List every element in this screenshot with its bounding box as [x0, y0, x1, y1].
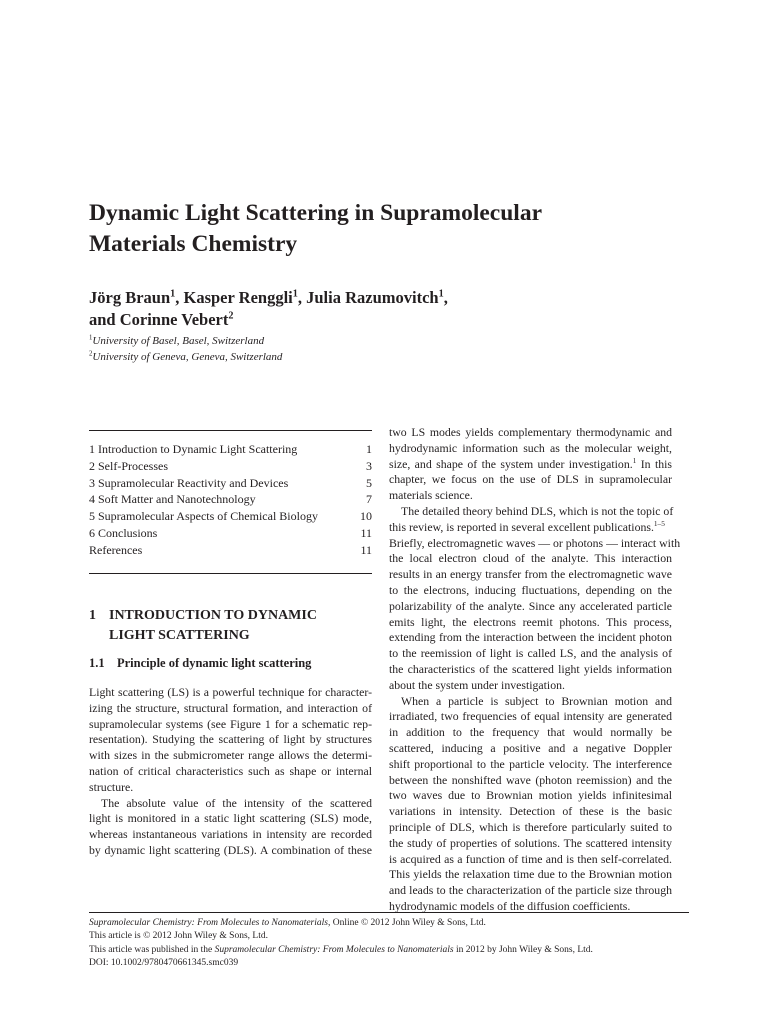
affiliation-mark: 1	[89, 334, 93, 342]
toc-entry-label: 1 Introduction to Dynamic Light Scattering	[89, 442, 298, 456]
subsection-number: 1.1	[89, 656, 105, 670]
toc-top-rule	[89, 430, 372, 431]
text-line: to the electrons, inducing fluctuations, depending on the	[389, 582, 672, 597]
affiliation-1	[89, 333, 689, 349]
toc-entry-label: 2 Self-Processes	[89, 458, 168, 473]
toc-entry[interactable]	[89, 525, 372, 542]
author-line-2	[89, 309, 689, 331]
toc-entry-page: 11	[360, 542, 372, 557]
page-footer	[89, 917, 689, 970]
author-list	[89, 287, 689, 331]
toc-entry-label: 6 Conclusions	[89, 525, 158, 540]
text-line: light is monitored in a static light scattering (SLS) mode,	[89, 811, 372, 826]
toc-entry-page: 7	[366, 492, 372, 507]
subsection-title: Principle of dynamic light scattering	[117, 656, 312, 670]
text-line: is acquired as a function of time and is then self-correlated.	[389, 851, 672, 866]
affiliations	[89, 333, 689, 365]
toc-bottom-rule	[89, 573, 372, 574]
text-line-part: In this	[636, 456, 672, 471]
text-line: two waves due to Brownian motion yields infinitesimal	[389, 788, 672, 803]
title-line-2: Materials Chemistry	[89, 231, 298, 257]
citation-ref[interactable]: 1	[632, 455, 637, 465]
footer-line-2: This article is © 2012 John Wiley & Sons, Ltd.	[89, 931, 268, 942]
text-line: the characteristics of the scattered light yields information	[389, 661, 672, 676]
toc-entry[interactable]	[89, 475, 372, 492]
text-line: The detailed theory behind DLS, which is not the topic of	[401, 503, 674, 518]
text-line: Briefly, electromagnetic waves — or photons — interact with	[389, 535, 681, 550]
text-line: whereas instantaneous variations in intensity are recorded	[89, 827, 372, 842]
toc-entry[interactable]	[89, 491, 372, 508]
text-line: The absolute value of the intensity of the scattered	[101, 795, 372, 810]
title-line-1: Dynamic Light Scattering in Supramolecular	[89, 200, 543, 226]
text-line-part: this review, is reported in several excellent publications.	[389, 519, 654, 534]
text-line: two LS modes yields complementary thermodynamic and	[389, 425, 672, 439]
affiliation-text: University of Geneva, Geneva, Switzerland	[92, 351, 283, 363]
toc-entry[interactable]	[89, 542, 372, 559]
affiliation-text: University of Basel, Basel, Switzerland	[92, 335, 265, 347]
affiliation-mark: 1	[292, 288, 298, 300]
toc-entry-page: 10	[360, 509, 372, 524]
text-line: chapter, we focus on the use of DLS in supramolecular	[389, 472, 672, 487]
toc-entry-label: 5 Supramolecular Aspects of Chemical Biology	[89, 509, 318, 524]
text-line	[389, 457, 672, 473]
text-line: about the system under investigation.	[389, 677, 565, 692]
text-line: This yields the relaxation time due to the Brownian motion	[389, 867, 672, 882]
affiliation-2	[89, 349, 689, 365]
affiliation-mark: 1	[438, 288, 444, 300]
footer-line-3	[89, 944, 689, 957]
footer-book-title: Supramolecular Chemistry: From Molecules to Nanomaterials	[214, 944, 454, 955]
text-line: When a particle is subject to Brownian motion and	[401, 693, 672, 708]
footer-text: in 2012 by John Wiley & Sons, Ltd.	[453, 944, 593, 955]
section-number: 1	[89, 608, 96, 623]
article-title	[89, 198, 689, 260]
text-line: hydrodynamic information such as the molecular weight,	[389, 440, 672, 455]
text-line: materials science.	[389, 488, 473, 503]
text-line: in addition to the frequency that would normally be	[389, 725, 672, 740]
toc-entry[interactable]	[89, 441, 372, 458]
text-line: nation of critical characteristics such as shape or internal	[89, 763, 372, 778]
toc-entry-label: 4 Soft Matter and Nanotechnology	[89, 492, 256, 507]
footer-line-1	[89, 917, 689, 930]
citation-ref[interactable]: 1–5	[653, 518, 665, 528]
text-line: shift proportional to the particle velocity. The interference	[389, 756, 672, 771]
affiliation-mark: 2	[228, 310, 234, 322]
text-line: the local electron cloud of the analyte. This interaction	[389, 551, 672, 566]
author-name: Jörg Braun	[89, 288, 171, 307]
section-title-line-1: INTRODUCTION TO DYNAMIC	[109, 608, 317, 623]
toc-entry-page: 5	[366, 475, 372, 490]
toc-entry-page: 1	[366, 442, 372, 456]
right-column-body	[389, 425, 681, 915]
author-name: and Corinne Vebert	[89, 310, 229, 329]
text-line: the study of properties of solutions. The scattered intensity	[389, 835, 672, 850]
toc-entry-page: 3	[366, 458, 372, 473]
affiliation-mark: 1	[170, 288, 176, 300]
text-line: extending from the interaction between the incident photon	[389, 630, 672, 645]
table-of-contents	[89, 441, 372, 559]
text-line: by dynamic light scattering (DLS). A combination of these	[89, 842, 372, 857]
toc-entry[interactable]	[89, 458, 372, 475]
text-line: irradiated, two frequencies of equal intensity are generated	[389, 709, 672, 724]
footer-rule	[89, 912, 689, 913]
footer-book-title: Supramolecular Chemistry: From Molecules to Nanomaterials	[89, 918, 328, 928]
text-line: results in an energy transfer from the electromagnetic wave	[389, 567, 672, 582]
author-name: Julia Razumovitch	[306, 288, 439, 307]
text-line: resentation). Studying the scattering of light by structures	[89, 732, 372, 747]
text-line: Light scattering (LS) is a powerful technique for character-	[89, 685, 372, 699]
text-line: polarizability of the analyte. Since any accelerated particle	[389, 598, 672, 613]
subsection-heading	[89, 655, 372, 672]
section-heading	[89, 606, 372, 645]
text-line-part: size, and shape of the system under investigation.	[389, 456, 633, 471]
text-line: supramolecular systems (see Figure 1 for a schematic rep-	[89, 716, 372, 731]
toc-entry-label: 3 Supramolecular Reactivity and Devices	[89, 475, 289, 490]
toc-entry-page: 11	[360, 525, 372, 540]
text-line: and leads to the characterization of the particle size through	[389, 883, 672, 898]
text-line: variations in intensity. Detection of these is the basic	[389, 804, 672, 819]
author-name: Kasper Renggli	[183, 288, 293, 307]
section-title-line-2: LIGHT SCATTERING	[109, 627, 250, 643]
toc-entry-label: References	[89, 542, 143, 557]
footer-doi[interactable]: DOI: 10.1002/9780470661345.smc039	[89, 957, 239, 968]
left-column-body	[89, 685, 372, 859]
text-line: structure.	[89, 779, 134, 794]
text-line: hydrodynamic models of the diffusion coefficients.	[389, 898, 631, 913]
text-line: scattered, inducing a positive and a negative Doppler	[389, 740, 672, 755]
author-line-1: Jörg Braun$^1$, Kasper Renggli$^1$, Julia Razumovitch$^1$,	[89, 288, 448, 307]
footer-text: This article was published in the	[89, 944, 215, 955]
text-line: emits light, the electrons reemit photons. This process,	[389, 614, 672, 629]
text-line: between the nonshifted wave (photon reemission) and the	[389, 772, 672, 787]
footer-text: , Online © 2012 John Wiley & Sons, Ltd.	[327, 918, 486, 928]
text-line: to the reemission of light is called LS, and the analysis of	[389, 646, 672, 661]
text-line: principle of DLS, which is therefore particularly suited to	[389, 819, 672, 834]
text-line: izing the structure, structural formation, and interaction of	[89, 700, 372, 715]
affiliation-mark: 2	[89, 350, 93, 358]
toc-entry[interactable]	[89, 508, 372, 525]
text-line	[389, 520, 672, 536]
text-line: with sizes in the submicrometer range allows the determi-	[89, 748, 372, 763]
